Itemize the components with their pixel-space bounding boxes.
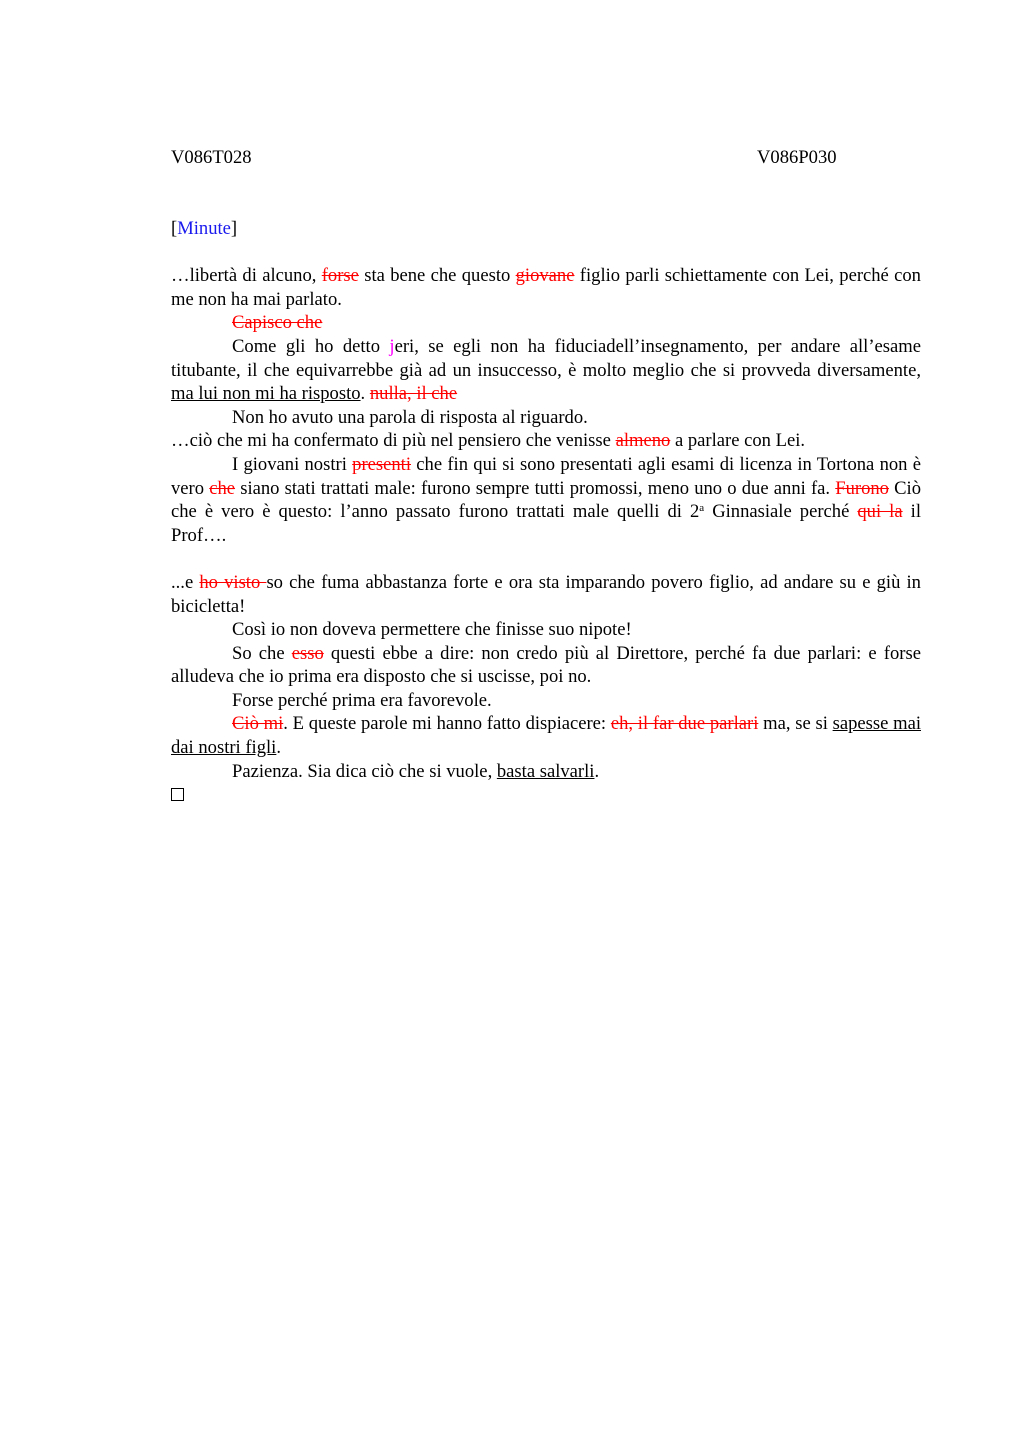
paragraph-8 <box>171 618 921 642</box>
deleted-text: ho visto <box>199 571 267 593</box>
text-run: Ciò che è vero è questo: l’anno passato furono trattati male quelli di 2 <box>171 477 922 523</box>
document-code-left: V086T028 <box>171 147 252 168</box>
paragraph-4 <box>171 406 921 430</box>
text-run: che fin qui si sono presentati agli esami di licenza in Tortona non è vero <box>171 453 921 499</box>
paragraph-7 <box>171 571 921 618</box>
paragraph-11 <box>171 712 921 759</box>
deleted-text: Furono <box>835 477 889 499</box>
paragraph-1 <box>171 264 921 311</box>
text-run: I giovani nostri <box>232 453 353 475</box>
deleted-text: Capisco che <box>232 312 323 334</box>
text-run: So che <box>232 642 292 664</box>
text-run: il Prof…. <box>171 501 921 546</box>
text-run: . <box>594 760 600 782</box>
text-run: Ginnasiale perché <box>704 501 858 523</box>
paragraph-2 <box>171 311 921 335</box>
deleted-text: qui la <box>857 501 903 523</box>
text-run: Come gli ho detto <box>232 335 390 357</box>
document-body <box>171 217 921 807</box>
underlined-text: basta salvarli <box>496 760 595 782</box>
text-run: . <box>360 383 370 405</box>
text-run: ...e <box>171 571 200 593</box>
deleted-text: esso <box>291 642 324 664</box>
deleted-text: nulla, il che <box>369 383 458 405</box>
deleted-text: eh, il far due parlari <box>610 713 759 735</box>
text-run: Così io non doveva permettere che finisse suo nipote! <box>232 619 632 641</box>
text-run: ma, se si <box>758 713 833 735</box>
text-run: . E queste parole mi hanno fatto dispiacere: <box>283 713 611 735</box>
deleted-text: forse <box>321 265 359 287</box>
deleted-text: almeno <box>615 430 671 452</box>
paragraph-5 <box>171 429 921 453</box>
text-run: Non ho avuto una parola di risposta al riguardo. <box>232 406 588 428</box>
text-run: . <box>276 737 282 759</box>
text-run: a parlare con Lei. <box>670 430 806 452</box>
paragraph-10 <box>171 689 921 713</box>
square-box-icon <box>171 788 184 801</box>
paragraph-9 <box>171 642 921 689</box>
heading-bracket-close: ] <box>230 218 238 239</box>
heading-label: Minute <box>177 218 231 239</box>
deleted-text: Ciò mi <box>232 713 284 735</box>
paragraph-gap <box>171 547 921 571</box>
text-run: so che fuma abbastanza forte e ora sta imparando povero figlio, ad andare su e giù in bicicletta! <box>171 571 921 617</box>
text-run: sta bene che questo <box>358 265 516 287</box>
underlined-text: sapesse mai dai nostri figli <box>171 713 921 759</box>
paragraph-gap <box>171 241 921 265</box>
text-run: …libertà di alcuno, <box>171 265 322 287</box>
text-run: …ciò che mi ha confermato di più nel pensiero che venisse <box>171 430 616 452</box>
text-run: Pazienza. Sia dica ciò che si vuole, <box>232 760 497 782</box>
deleted-text: che <box>209 477 236 499</box>
section-heading <box>171 217 921 241</box>
document-code-right: V086P030 <box>757 147 837 168</box>
paragraph-12 <box>171 760 921 784</box>
text-run: siano stati trattati male: furono sempre tutti promossi, meno uno o due anni fa. <box>235 477 836 499</box>
paragraph-6 <box>171 453 921 547</box>
text-run: figlio parli schiettamente con Lei, perché con me non ha mai parlato. <box>171 265 921 310</box>
deleted-text: presenti <box>352 453 411 475</box>
corrected-letter: j <box>389 335 395 357</box>
underlined-text: ma lui non mi ha risposto <box>171 383 361 405</box>
text-run: questi ebbe a dire: non credo più al Direttore, perché fa due parlari: e forse alludeva che io prima era disposto che si uscisse, poi no. <box>171 642 921 688</box>
text-run: eri, se egli non ha fiduciadell’insegnamento, per andare all’esame titubante, il che equivarrebbe già ad un insuccesso, è molto meglio che si provveda diversamente, <box>171 335 921 381</box>
text-run: Forse perché prima era favorevole. <box>232 689 492 711</box>
heading-bracket-open: [ <box>171 218 178 239</box>
superscript: a <box>699 502 705 515</box>
end-marker-line <box>171 783 921 807</box>
deleted-text: giovane <box>515 265 575 287</box>
paragraph-3 <box>171 335 921 406</box>
